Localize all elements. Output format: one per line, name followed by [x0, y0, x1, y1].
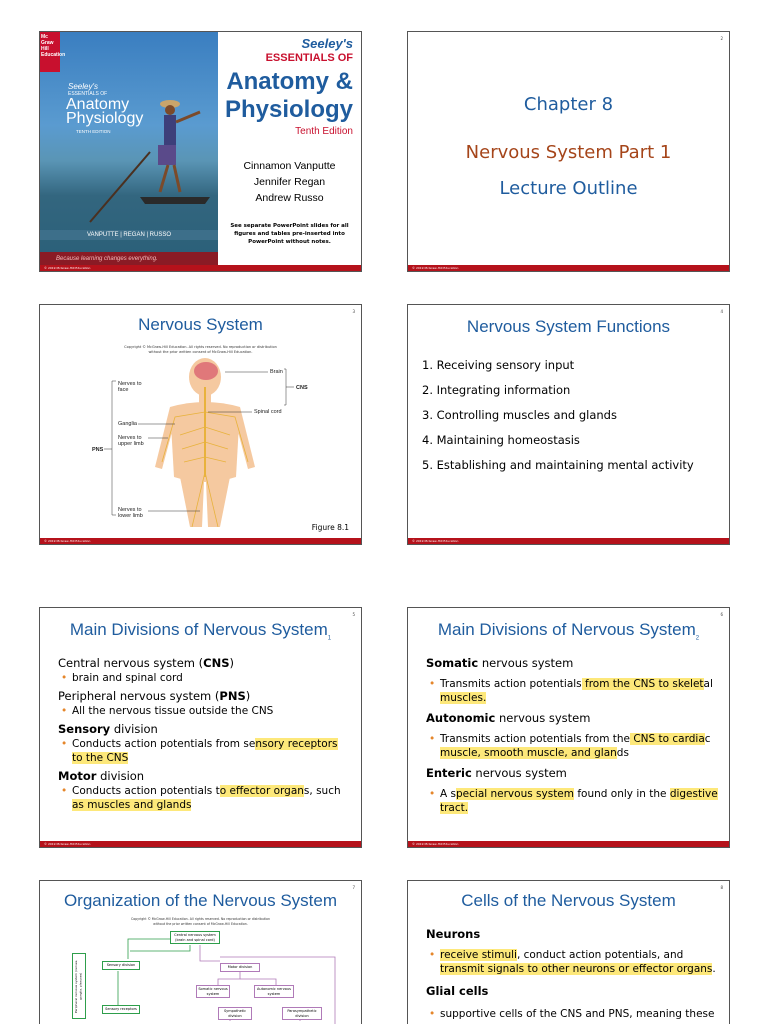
glial-bullet: • supportive cells of the CNS and PNS, meaning these: [426, 1007, 723, 1021]
figure-caption: Figure 8.1: [311, 523, 349, 532]
slide-7: [39, 880, 362, 1024]
footer-bar: © 2019 McGraw-Hill Education: [40, 538, 361, 544]
slide-4: [407, 304, 730, 545]
slide-body: [426, 656, 719, 815]
box-sympathetic: Sympathetic division: [218, 1007, 252, 1020]
list-item: 2. Integrating information: [422, 383, 571, 397]
label-nerves-face: Nerves to face: [118, 381, 142, 393]
footer-bar: © 2019 McGraw-Hill Education: [40, 265, 361, 271]
footer-bar: © 2019 McGraw-Hill Education: [408, 538, 729, 544]
pns-heading: Peripheral nervous system (PNS): [58, 689, 251, 703]
label-spinal-cord: Spinal cord: [254, 409, 282, 415]
copyright-notice: Copyright © McGraw-Hill Education. All rights reserved. No reproduction or distribution without the prior written consent of McGraw-Hill Education.: [124, 345, 277, 354]
lecture-outline: Lecture Outline: [499, 178, 638, 199]
box-sensory-division: Sensory division: [102, 961, 140, 970]
label-nerves-upper-limb: Nerves to upper limb: [118, 435, 144, 447]
neurons-heading: Neurons: [426, 927, 481, 941]
slide-note: See separate PowerPoint slides for all figures and tables pre-inserted into PowerPoint without notes.: [230, 223, 349, 245]
cover-title: Anatomy Physiology: [66, 96, 144, 127]
box-peripheral-nervous-system: Peripheral nervous system (nerves, ganglia, plexuses): [72, 953, 86, 1019]
slide-body: [58, 656, 351, 812]
cover-edition: TENTH EDITION: [76, 129, 111, 134]
label-brain: Brain: [270, 369, 283, 375]
box-somatic: Somatic nervous system: [196, 985, 230, 998]
edition-text: Tenth Edition: [295, 126, 353, 137]
slide-1: [39, 31, 362, 272]
box-autonomic: Autonomic nervous system: [254, 985, 294, 998]
cns-heading: Central nervous system (CNS): [58, 656, 234, 670]
slide-title: Main Divisions of Nervous System$_2$: [437, 620, 700, 642]
copyright-notice: Copyright © McGraw-Hill Education. All rights reserved. No reproduction or distribution without the prior written consent of McGraw-Hill Education.: [130, 917, 271, 926]
somatic-heading: Somatic nervous system: [426, 656, 574, 670]
slide-number: 3: [352, 309, 355, 314]
chapter-title: Chapter 8: [523, 94, 614, 115]
label-pns: PNS: [92, 447, 104, 453]
slide-3: [39, 304, 362, 545]
mcgraw-hill-logo: Mc Graw Hill Education: [40, 32, 60, 72]
slide-number: 7: [352, 885, 355, 890]
cover-seeleys: Seeley's: [68, 82, 98, 91]
book-title: Anatomy & Physiology: [224, 68, 353, 123]
slide-6: [407, 607, 730, 848]
slide-number: 6: [720, 612, 723, 617]
pns-bullet: • All the nervous tissue outside the CNS: [58, 704, 351, 718]
essentials-text: ESSENTIALS OF: [265, 52, 353, 64]
sensory-heading: Sensory division: [58, 722, 158, 736]
functions-list: [422, 353, 694, 478]
box-motor-division: Motor division: [220, 963, 260, 972]
label-leader-lines: [40, 305, 362, 545]
footer-bar: © 2019 McGraw-Hill Education: [408, 841, 729, 847]
seeleys-text: Seeley's: [301, 36, 353, 51]
slide-number: 5: [352, 612, 355, 617]
slide-number: 8: [720, 885, 723, 890]
autonomic-bullet: • Transmits action potentials from the CNS to cardiac muscle, smooth muscle, and glands: [426, 732, 719, 760]
enteric-heading: Enteric nervous system: [426, 766, 567, 780]
motor-heading: Motor division: [58, 769, 145, 783]
box-sensory-receptors: Sensory receptors: [102, 1005, 140, 1014]
cns-bullet: • brain and spinal cord: [58, 671, 351, 685]
autonomic-heading: Autonomic nervous system: [426, 711, 591, 725]
book-cover-image: [40, 32, 218, 266]
fisherman-illustration: [80, 92, 210, 232]
slide-8: [407, 880, 730, 1024]
cover-essentials: ESSENTIALS OF: [68, 91, 108, 97]
box-parasympathetic: Parasympathetic division: [282, 1007, 322, 1020]
cover-tagline: Because learning changes everything.: [40, 252, 218, 266]
box-cns: Central nervous system (brain and spinal cord): [170, 931, 220, 944]
slide-5: [39, 607, 362, 848]
neurons-bullet: • receive stimuli, conduct action potentials, and transmit signals to other neurons or effector organs.: [426, 948, 723, 976]
footer-bar: © 2019 McGraw-Hill Education: [40, 841, 361, 847]
slide-title: Cells of the Nervous System: [461, 891, 676, 910]
authors-list: Cinnamon Vanputte Jennifer Regan Andrew Russo: [243, 160, 336, 204]
list-item: 1. Receiving sensory input: [422, 358, 575, 372]
slide-title: Organization of the Nervous System: [63, 891, 338, 910]
motor-bullet: • Conducts action potentials to effector organs, such as muscles and glands: [58, 784, 351, 812]
organization-connector-lines: [40, 881, 362, 1024]
slide-number: 4: [720, 309, 723, 314]
slide-title: Nervous System Functions: [466, 317, 671, 336]
glial-heading: Glial cells: [426, 984, 489, 998]
slide-title: Main Divisions of Nervous System$_1$: [69, 620, 332, 642]
cover-authors: VANPUTTE | REGAN | RUSSO: [40, 230, 218, 240]
footer-bar: © 2019 McGraw-Hill Education: [408, 265, 729, 271]
slide-title: Nervous System: [138, 315, 263, 334]
list-item: 5. Establishing and maintaining mental activity: [422, 458, 694, 472]
label-nerves-lower-limb: Nerves to lower limb: [118, 507, 143, 519]
sensory-bullet: • Conducts action potentials from sensory receptors to the CNS: [58, 737, 351, 765]
slide-number: 2: [720, 36, 723, 41]
slide-2: [407, 31, 730, 272]
list-item: 3. Controlling muscles and glands: [422, 408, 617, 422]
slide-body: [426, 927, 723, 1021]
label-cns: CNS: [296, 385, 308, 391]
chapter-subtitle: Nervous System Part 1: [465, 142, 672, 163]
enteric-bullet: • A special nervous system found only in the digestive tract.: [426, 787, 719, 815]
label-ganglia: Ganglia: [118, 421, 137, 427]
list-item: 4. Maintaining homeostasis: [422, 433, 580, 447]
somatic-bullet: • Transmits action potentials from the CNS to skeletal muscles.: [426, 677, 719, 705]
